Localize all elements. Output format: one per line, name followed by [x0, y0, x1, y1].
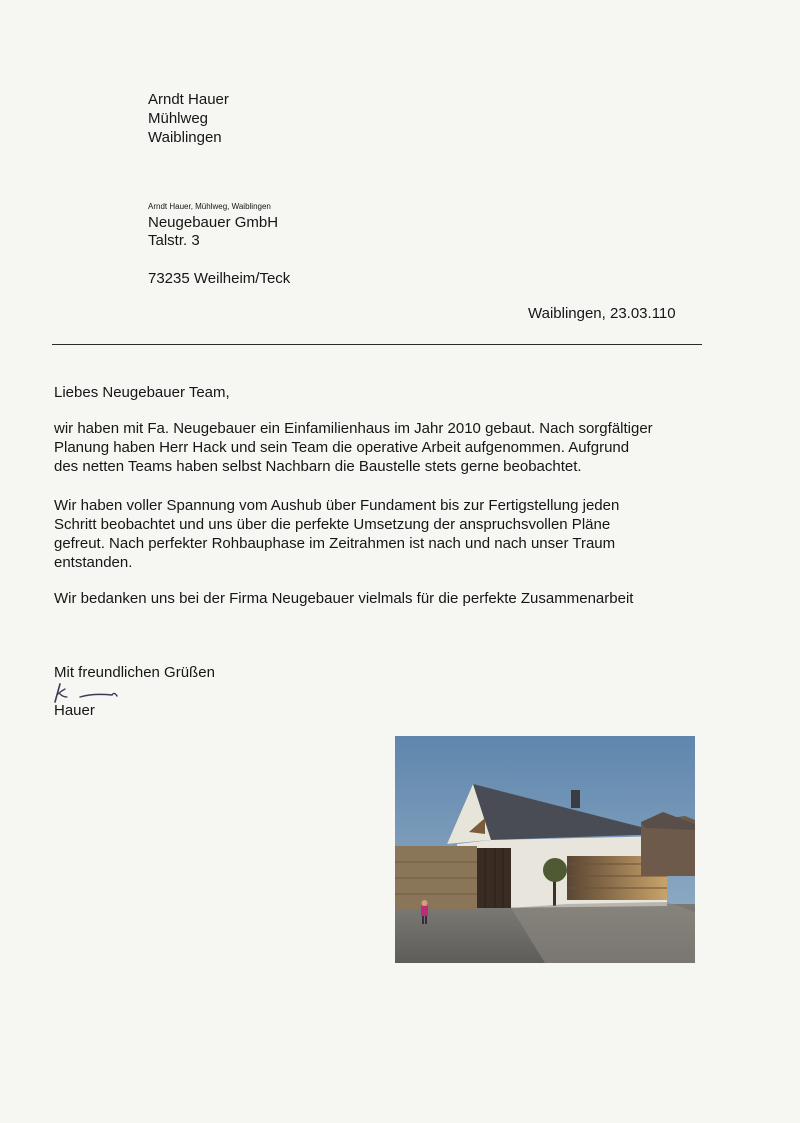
paragraph-1: [54, 419, 724, 476]
recipient-company: Neugebauer GmbH: [148, 214, 279, 231]
date-line: Waiblingen, 23.03.110: [528, 305, 676, 322]
sender-street: Mühlweg: [148, 110, 209, 127]
return-address-line: Arndt Hauer, Mühlweg, Waiblingen: [148, 202, 271, 211]
recipient-city: 73235 Weilheim/Teck: [148, 270, 291, 287]
handwritten-signature: [50, 682, 122, 704]
paragraph-line: entstanden.: [54, 554, 133, 571]
paragraph-line: gefreut. Nach perfekter Rohbauphase im Zeitrahmen ist nach und nach unser Traum: [54, 535, 616, 552]
recipient-street: Talstr. 3: [148, 232, 200, 249]
paragraph-line: Wir haben voller Spannung vom Aushub über Fundament bis zur Fertigstellung jeden: [54, 497, 620, 514]
sender-address: [148, 90, 229, 147]
paragraph-line: Planung haben Herr Hack und sein Team die operative Arbeit aufgenommen. Aufgrund: [54, 439, 630, 456]
closing: Mit freundlichen Grüßen: [54, 664, 215, 681]
sender-name: Arndt Hauer: [148, 91, 229, 108]
paragraph-line: wir haben mit Fa. Neugebauer ein Einfamilienhaus im Jahr 2010 gebaut. Nach sorgfältiger: [54, 420, 653, 437]
recipient-address: [148, 214, 278, 250]
signer-name: Hauer: [54, 702, 95, 719]
paragraph-line: Wir bedanken uns bei der Firma Neugebauer vielmals für die perfekte Zusammenarbeit: [54, 590, 634, 607]
divider-line: [52, 344, 702, 345]
paragraph-3: [54, 589, 724, 608]
paragraph-line: des netten Teams haben selbst Nachbarn die Baustelle stets gerne beobachtet.: [54, 458, 582, 475]
paragraph-2: [54, 496, 724, 572]
sender-city: Waiblingen: [148, 129, 222, 146]
salutation: Liebes Neugebauer Team,: [54, 384, 230, 401]
paragraph-line: Schritt beobachtet und uns über die perfekte Umsetzung der anspruchsvollen Pläne: [54, 516, 611, 533]
house-photo: [395, 736, 695, 963]
